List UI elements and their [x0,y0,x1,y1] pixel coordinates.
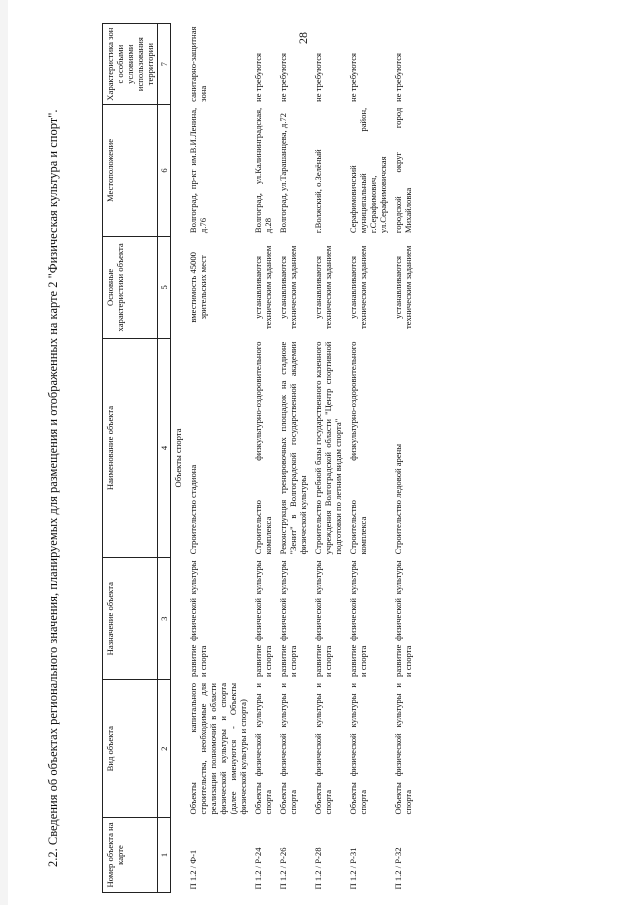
object-characteristics: устанавливаются техническим заданием [393,245,413,330]
table-header-row [103,24,158,893]
object-type: Объекты физической культуры и спорта [348,682,368,815]
table-row [185,24,250,893]
column-number: 6 [158,105,171,236]
object-zones: не требуются [393,53,403,102]
section-title: Объекты спорта [173,428,183,488]
column-header: Местоположение [103,105,158,236]
object-characteristics: устанавливаются техническим заданием [253,245,273,330]
objects-table [102,23,415,893]
column-number-row [158,24,171,893]
column-number: 1 [158,817,171,892]
object-name: Строительство стадиона [188,464,198,555]
object-zones: не требуются [253,53,263,102]
object-location: Волгоград, ул.Калининградская, д.28 [253,107,273,234]
object-purpose: развитие физической культуры и спорта [313,560,333,677]
column-header: Номер объекта на карте [103,817,158,892]
column-header: Основные характеристики объекта [103,236,158,339]
column-number: 3 [158,557,171,680]
table-row [310,24,345,893]
object-location: городской округ город Михайловка [393,107,413,234]
column-header: Наименование объекта [103,339,158,558]
object-zones: не требуются [278,53,288,102]
table-row [390,24,415,893]
table-row [250,24,275,893]
column-header: Вид объекта [103,680,158,818]
table-row [275,24,310,893]
column-header: Характеристика зон с особыми условиями использования территории [103,24,158,105]
object-number: П 1.2 / Ф-1 [188,849,198,890]
object-purpose: развитие физической культуры и спорта [348,560,368,677]
section-heading: 2.2. Сведения об объектах регионального значения, планируемых для размещения и отображенных на карте 2 "Физическая культура и спорт". [46,109,60,867]
table-row [345,24,390,893]
object-purpose: развитие физической культуры и спорта [278,560,298,677]
object-purpose: развитие физической культуры и спорта [393,560,413,677]
object-purpose: развитие физической культуры и спорта [188,560,208,677]
object-characteristics: устанавливаются техническим заданием [313,245,333,330]
object-number: П 1.2 / Р-28 [313,847,323,890]
section-row [171,24,186,893]
object-name: Строительство физкультурно-оздоровительного комплекса [253,341,273,555]
object-characteristics: устанавливаются техническим заданием [278,245,298,330]
column-header: Назначение объекта [103,557,158,680]
object-type: Объекты физической культуры и спорта [253,682,273,815]
object-zones: не требуются [348,53,358,102]
object-name: Строительство гребной базы государственного казенного учреждения Волгоградской области "Центр спортивной подготовки по летним видам спорта" [313,341,343,555]
object-number: П 1.2 / Р-32 [393,847,403,890]
object-characteristics: устанавливаются техническим заданием [348,245,368,330]
object-purpose: развитие физической культуры и спорта [253,560,273,677]
column-number: 4 [158,339,171,558]
object-name: Строительство ледовой арены [393,443,403,555]
column-number: 5 [158,236,171,339]
object-type: Объекты физической культуры и спорта [393,682,413,815]
object-number: П 1.2 / Р-26 [278,847,288,890]
object-location: Волгоград, ул.Тарашанцева, д.72 [278,113,288,234]
object-type: Объекты капитального строительства, необходимые для реализации полномочий в области физической культуры и спорта (далее именуются - Объекты физической культуры и спорта) [188,682,248,815]
object-characteristics: вместимость 45000 зрительских мест [188,252,208,323]
page-number: 28 [296,32,310,44]
object-type: Объекты физической культуры и спорта [313,682,333,815]
object-name: Строительство физкультурно-оздоровительного комплекса [348,341,368,555]
object-number: П 1.2 / Р-31 [348,847,358,890]
object-name: Реконструкция тренировочных площадок на стадионе "Зенит" в Волгоградской государственной академии физической культуры [278,341,308,555]
object-type: Объекты физической культуры и спорта [278,682,298,815]
object-location: Серафимовичский муниципальный район, г.Серафимович, ул.Серафимовичская [348,107,388,234]
object-location: г.Волжский, о.Зелёный [313,149,323,234]
object-location: Волгоград, пр-кт им.В.И.Ленина, д.76 [188,107,208,234]
column-number: 2 [158,680,171,818]
column-number: 7 [158,24,171,105]
object-zones: санитарно-защитная зона [188,26,208,102]
object-zones: не требуются [313,53,323,102]
object-number: П 1.2 / Р-24 [253,847,263,890]
objects-table-container [102,23,415,893]
